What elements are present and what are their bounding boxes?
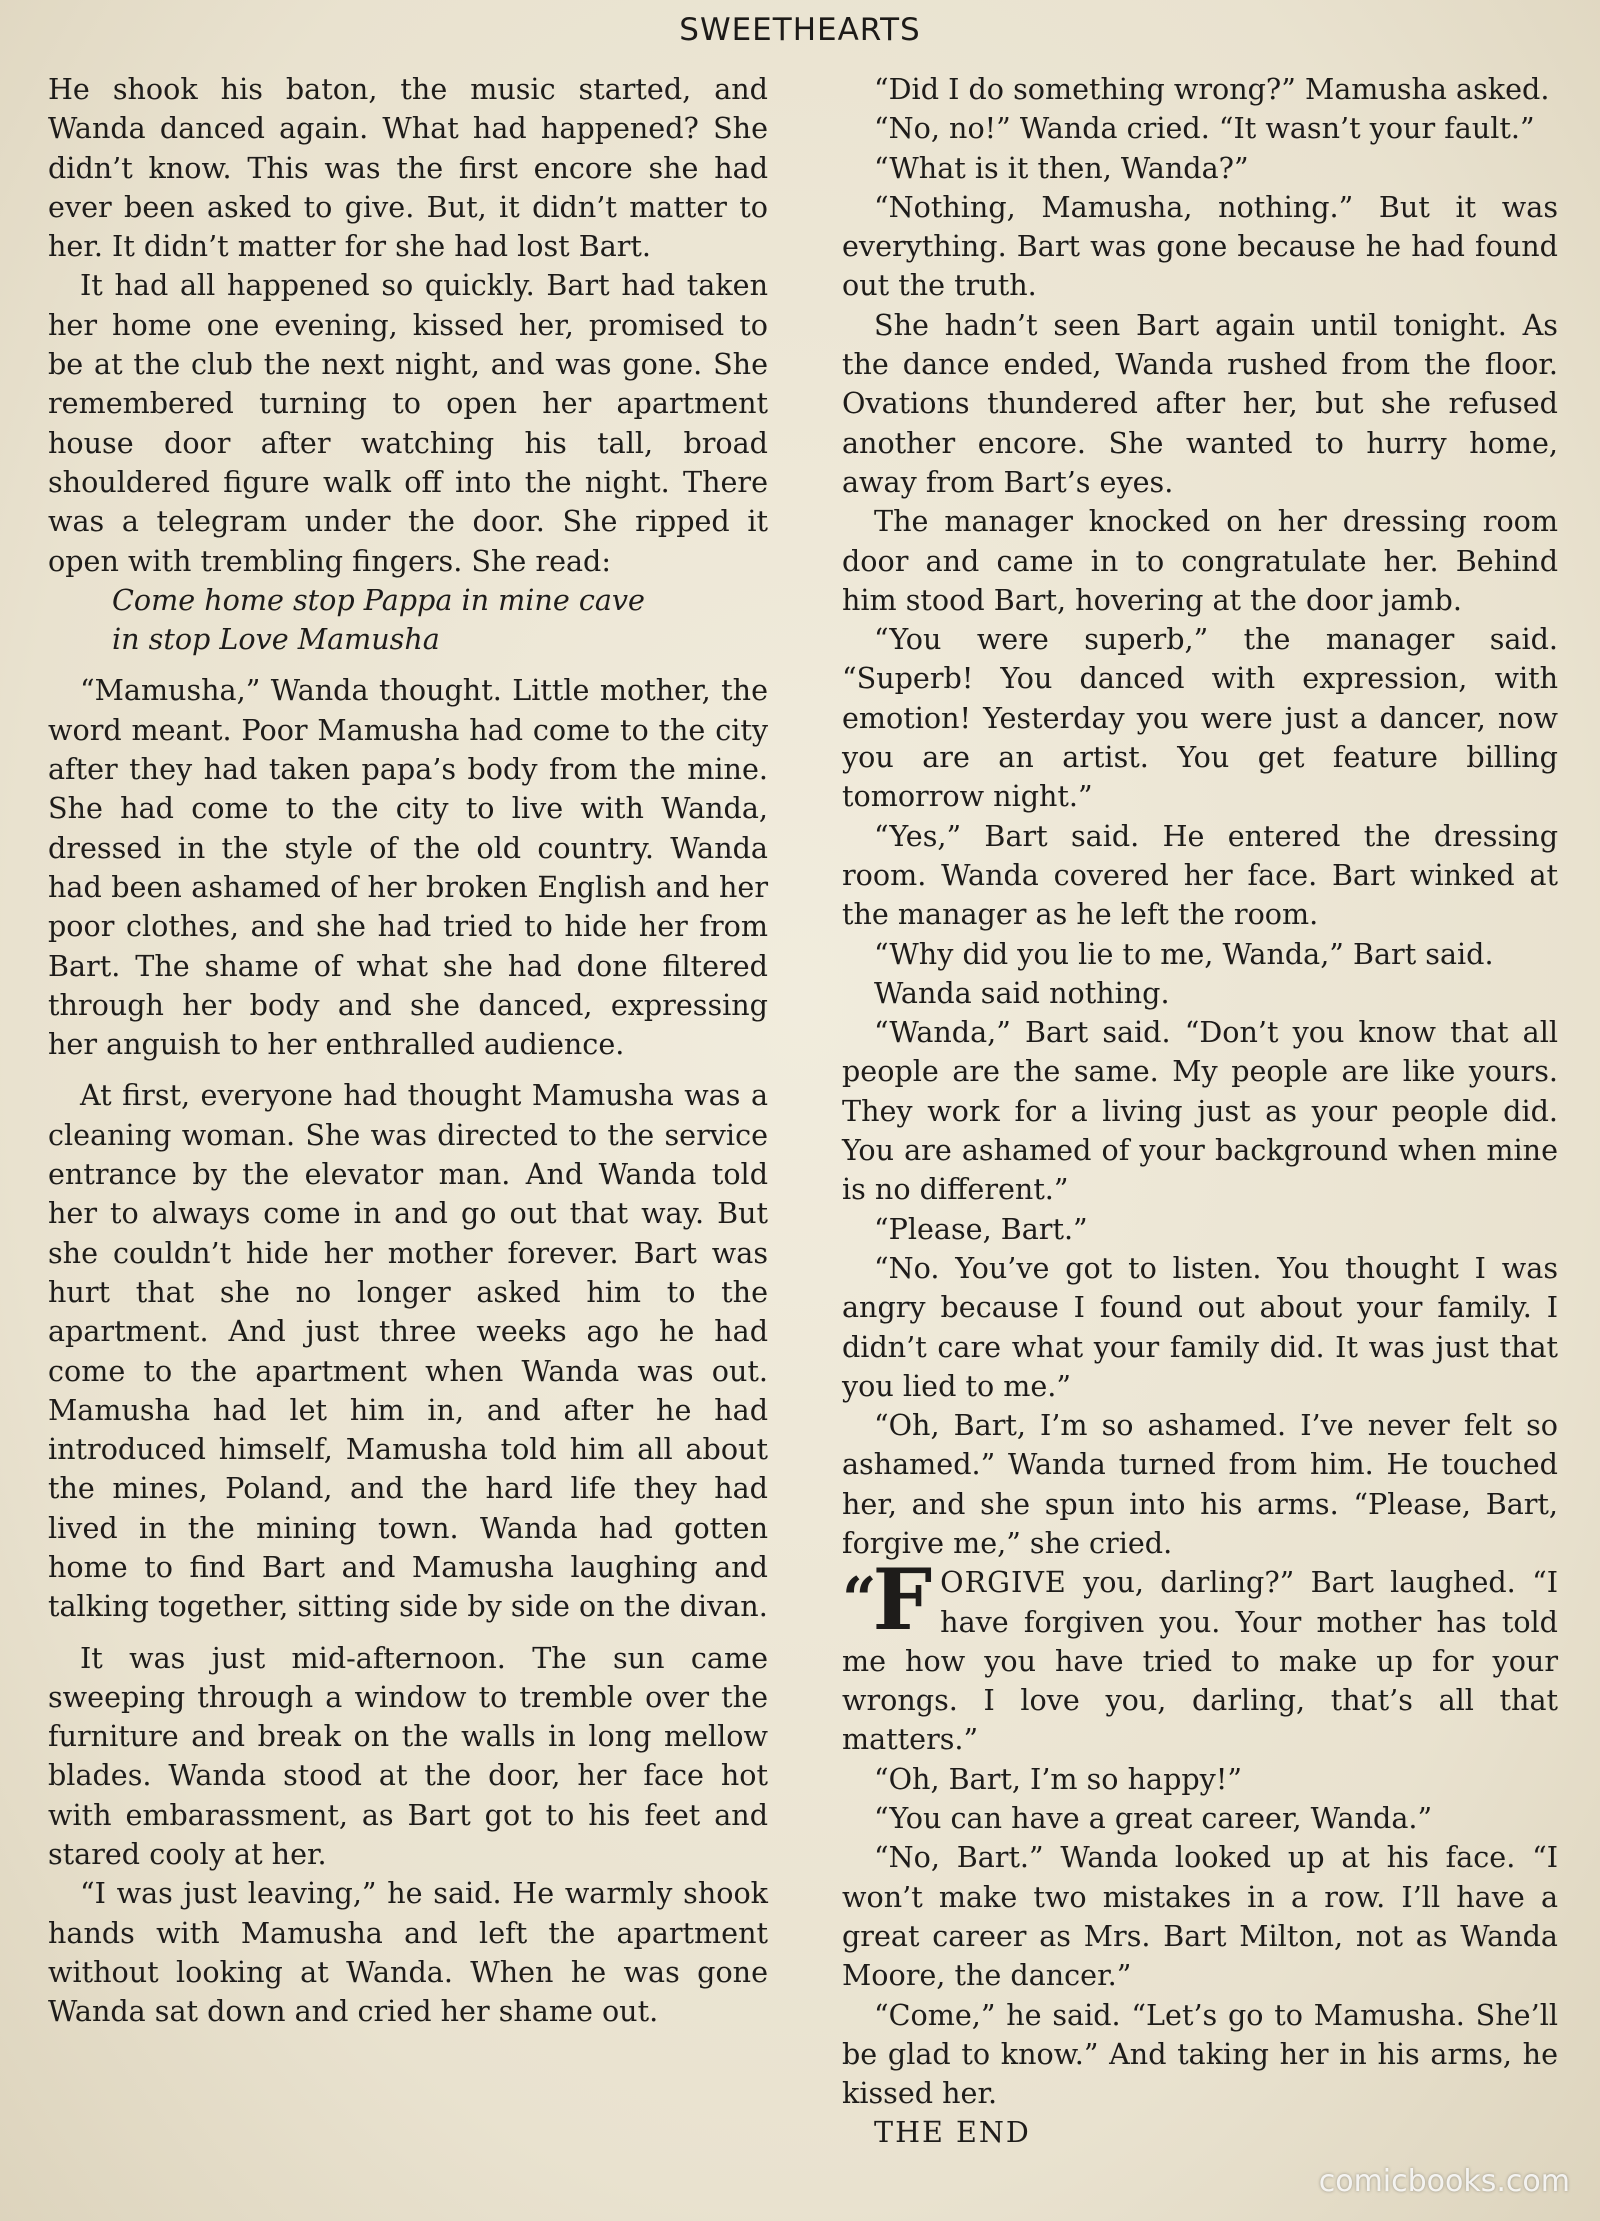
- telegram-line: Come home stop Pappa in mine cave: [112, 582, 645, 617]
- paragraph: “Oh, Bart, I’m so ashamed. I’ve never felt so ashamed.” Wanda turned from him. He touched her, and she spun into his arms. “Please, Bart, forgive me,” she cried.: [842, 1408, 1558, 1560]
- paragraph: “No, Bart.” Wanda looked up at his face. “I won’t make two mistakes in a row. I’ll have a great career as Mrs. Bart Milton, not as Wanda Moore, the dancer.”: [842, 1840, 1558, 1993]
- paragraph: “You were superb,” the manager said. “Superb! You danced with expression, with emotion! Yesterday you were just a dancer, now you are an artist. You get feature billing tomorrow night.”: [842, 622, 1558, 814]
- paragraph: “Mamusha,” Wanda thought. Little mother, the word meant. Poor Mamusha had come to the city after they had taken papa’s body from the mine. She had come to the city to live with Wanda, dressed in the style of the old country. Wanda had been ashamed of her broken English and her poor clothes, and she had tried to hide her from Bart. The shame of what she had done filtered through her body and she danced, expressing her anguish to her enthralled audience.: [48, 673, 768, 1062]
- page-header: SWEETHEARTS: [679, 12, 921, 48]
- paragraph: He shook his baton, the music started, and Wanda danced again. What had happened? She didn’t know. This was the first encore she had ever been asked to give. But, it didn’t matter to her. It didn’t matter for she had lost Bart.: [48, 72, 768, 264]
- paragraph: The manager knocked on her dressing room door and came in to congratulate her. Behind him stood Bart, hovering at the door jamb.: [842, 504, 1558, 617]
- paragraph: “You can have a great career, Wanda.”: [874, 1801, 1433, 1836]
- paragraph: “Why did you lie to me, Wanda,” Bart said.: [874, 936, 1494, 971]
- paragraph: It had all happened so quickly. Bart had taken her home one evening, kissed her, promised to be at the club the next night, and was gone. She remembered turning to open her apartment house door after watching his tall, broad shouldered figure walk off into the night. There was a telegram under the door. She ripped it open with trembling fingers. She read:: [48, 268, 768, 578]
- watermark: comicbooks.com: [1318, 2164, 1570, 2199]
- paragraph: It was just mid-afternoon. The sun came sweeping through a window to tremble over the furniture and break on the walls in long mellow blades. Wanda stood at the door, her face hot with embarassment, as Bart got to his feet and stared cooly at her.: [48, 1640, 768, 1872]
- telegram-line: in stop Love Mamusha: [112, 622, 440, 657]
- left-column: [48, 70, 768, 2032]
- drop-cap: “F: [842, 1550, 933, 1650]
- the-end-label: THE END: [874, 2115, 1031, 2150]
- smallcaps-lead: ORGIVE: [940, 1565, 1067, 1600]
- paragraph: At first, everyone had thought Mamusha was a cleaning woman. She was directed to the service entrance by the elevator man. And Wanda told her to always come in and go out that way. But she couldn’t hide her mother forever. Bart was hurt that she no longer asked him to the apartment. And just three weeks ago he had come to the apartment when Wanda was out. Mamusha had let him in, and after he had introduced himself, Mamusha told him all about the mines, Poland, and the hard life they had lived in the mining town. Wanda had gotten home to find Bart and Mamusha laughing and talking together, sitting side by side on the divan.: [48, 1078, 768, 1624]
- paragraph-text: you, darling?” Bart laughed. “I have forgiven you. Your mother has told me how you have tried to make up for your wrongs. I love you, darling, that’s all that matters.”: [842, 1565, 1558, 1757]
- paragraph: She hadn’t seen Bart again until tonight. As the dance ended, Wanda rushed from the floor. Ovations thundered after her, but she refused another encore. She wanted to hurry home, away from Bart’s eyes.: [842, 307, 1558, 499]
- paragraph: “No. You’ve got to listen. You thought I was angry because I found out about your family. I didn’t care what your family did. It was just that you lied to me.”: [842, 1250, 1558, 1403]
- paragraph: “I was just leaving,” he said. He warmly shook hands with Mamusha and left the apartment without looking at Wanda. When he was gone Wanda sat down and cried her shame out.: [48, 1876, 768, 2029]
- paragraph: “No, no!” Wanda cried. “It wasn’t your fault.”: [874, 111, 1535, 146]
- telegram-text: [112, 581, 768, 660]
- paragraph: Wanda said nothing.: [874, 975, 1170, 1010]
- paragraph: “What is it then, Wanda?”: [874, 150, 1249, 185]
- paragraph: “Please, Bart.”: [874, 1211, 1088, 1246]
- paragraph: “Did I do something wrong?” Mamusha asked.: [874, 72, 1550, 106]
- paragraph: “Yes,” Bart said. He entered the dressing room. Wanda covered her face. Bart winked at the manager as he left the room.: [842, 818, 1558, 932]
- paragraph: “Oh, Bart, I’m so happy!”: [874, 1761, 1242, 1796]
- paragraph: “Nothing, Mamusha, nothing.” But it was everything. Bart was gone because he had found out the truth.: [842, 189, 1558, 303]
- dropcap-paragraph: [842, 1550, 1558, 1759]
- paragraph: “Come,” he said. “Let’s go to Mamusha. She’ll be glad to know.” And taking her in his arms, he kissed her.: [842, 1997, 1558, 2111]
- right-column: [842, 70, 1558, 2153]
- paragraph: “Wanda,” Bart said. “Don’t you know that all people are the same. My people are like yours. They work for a living just as your people did. You are ashamed of your background when mine is no different.”: [842, 1015, 1558, 1207]
